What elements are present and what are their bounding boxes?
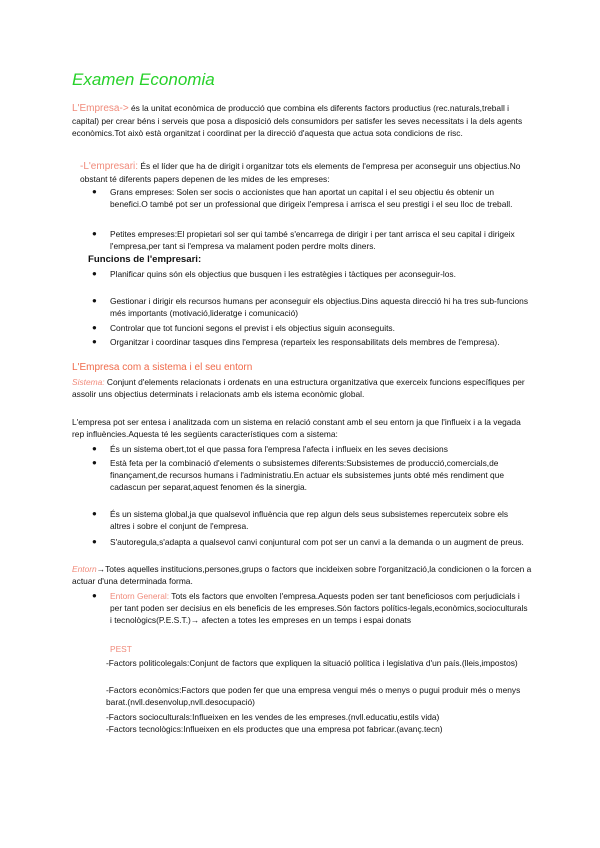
document-title: Examen Economia: [72, 70, 215, 89]
bullet-icon: ●: [92, 187, 97, 196]
list-item: ● Organitzar i coordinar tasques dins l'empresa (reparteix les responsabilitats dels membres de l'empresa).: [92, 337, 500, 347]
funcions-heading: Funcions de l'empresari:: [88, 254, 202, 265]
entorn-text: →Totes aquelles institucions,persones,grups o factors que incideixen sobre l'organització,la condicionen o la forcen a actuar d'una determinada forma.: [72, 564, 532, 587]
list-item: ● S'autoregula,s'adapta a qualsevol canvi conjuntural com pot ser un canvi a la demanda o un augment de preus.: [92, 537, 524, 547]
pest-label: PEST: [110, 644, 132, 654]
empresa-term: L'Empresa->: [72, 103, 129, 114]
entorn-term: Entorn: [72, 564, 97, 574]
empresa-text: és la unitat econòmica de producció que combina els diferents factors productius (rec.naturals,treball i capital) per crear béns i serveis que posa a disposició dels consumidors per satisfer les seves necessitats i la dels agents econòmics.Tot això està organitzat i coordinat per la direcció d'aquesta que actua sota condicions de risc.: [72, 103, 523, 139]
bullet-icon: ●: [92, 509, 97, 518]
bullet-icon: ●: [92, 269, 97, 278]
empresari-text: És el líder que ha de dirigit i organitzar tots els elements de l'empresa per aconseguir uns objectius.No obstant té diferents papers depenen de les mides de les empreses:: [80, 161, 521, 185]
pest-factor: -Factors econòmics:Factors que poden fer que una empresa vengui més o menys o pugui produir més o menys barat.(nvll.desenvolup,nvll.desocupació): [106, 685, 521, 708]
pest-factor: -Factors tecnològics:Influeixen en els productes que una empresa pot fabricar.(avanç.tecn): [106, 724, 443, 734]
empresari-definition: [80, 160, 530, 185]
sistema-paragraph: L'empresa pot ser entesa i analitzada com un sistema en relació constant amb el seu entorn ja que l'influeix i a la vegada rep influències.Aquesta té les següents característiques com a sistema:: [72, 417, 521, 440]
sistema-text: Conjunt d'elements relacionats i ordenats en una estructura organitzativa que exerceix funcions específiques per assolir uns objectius determinats i relacionats amb els istema econòmic global.: [72, 377, 525, 400]
list-item: ● Grans empreses: Solen ser socis o accionistes que han aportat un capital i el seu objectiu és obtenir un benefici.O també pot ser un professional que dirigeix l'empresa i arrisca el seu prestigi i el seu lloc de treball.: [92, 187, 513, 210]
list-item: ● Controlar que tot funcioni segons el previst i els objectius siguin aconseguits.: [92, 323, 395, 333]
bullet-icon: ●: [92, 444, 97, 453]
pest-factor: -Factors politicolegals:Conjunt de factors que expliquen la situació política i legislativa d'un país.(lleis,impostos): [106, 658, 518, 668]
list-item: ● Gestionar i dirigir els recursos humans per aconseguir els objectius.Dins aquesta direcció hi ha tres sub-funcions més importants (motivació,lideratge i comunicació): [92, 296, 529, 319]
sistema-heading: L'Empresa com a sistema i el seu entorn: [72, 362, 253, 373]
sistema-definition: [72, 376, 532, 400]
bullet-icon: ●: [92, 337, 97, 346]
bullet-icon: ●: [92, 537, 97, 546]
list-item: ● És un sistema obert,tot el que passa fora l'empresa l'afecta i influeix en les seves decisions: [92, 444, 448, 454]
list-item: [92, 590, 530, 627]
empresari-term: -L'empresari:: [80, 161, 139, 172]
sistema-term: Sistema:: [72, 377, 105, 387]
bullet-icon: ●: [92, 229, 97, 238]
bullet-icon: ●: [92, 591, 97, 600]
list-item: ● És un sistema global,ja que qualsevol influència que rep algun dels seus subsistemes repercuteix sobre els altres i sobre el conjunt de l'empresa.: [92, 509, 509, 532]
entorn-general-term: Entorn General:: [110, 591, 170, 601]
entorn-definition: [72, 563, 532, 587]
list-item: ● Està feta per la combinació d'elements o subsistemes diferents:Subsistemes de producció,comercials,de finançament,de recursos humans i l'administratiu.En actuar els subsistemes junts obté més rendiment que cadascun per separat,aquest fenomen és la sinergia.: [92, 458, 505, 493]
list-item: ● Petites empreses:El propietari sol ser qui també s'encarrega de dirigir i per tant arrisca el seu capital i dirigeix l'empresa,per tant si l'empresa va malament poden perdre molts diners.: [92, 229, 515, 252]
bullet-icon: ●: [92, 323, 97, 332]
pest-factor: -Factors socioculturals:Influeixen en les vendes de les empreses.(nvll.educatiu,estils vida): [106, 712, 440, 722]
empresa-definition: [72, 102, 532, 140]
bullet-icon: ●: [92, 296, 97, 305]
list-item: ● Planificar quins són els objectius que busquen i les estratègies i tàctiques per aconseguir-los.: [92, 269, 456, 279]
bullet-icon: ●: [92, 458, 97, 467]
entorn-general-text: Tots els factors que envolten l'empresa.Aquests poden ser tant beneficiosos com perjudicials i per tant poden ser decisius en els beneficis de les empreses.Són factors polítics-legals,econòmics,socioculturals i tecnològics(P.E.S.T.)→ afecten a totes les empreses en un temps i espai donats: [110, 591, 528, 626]
